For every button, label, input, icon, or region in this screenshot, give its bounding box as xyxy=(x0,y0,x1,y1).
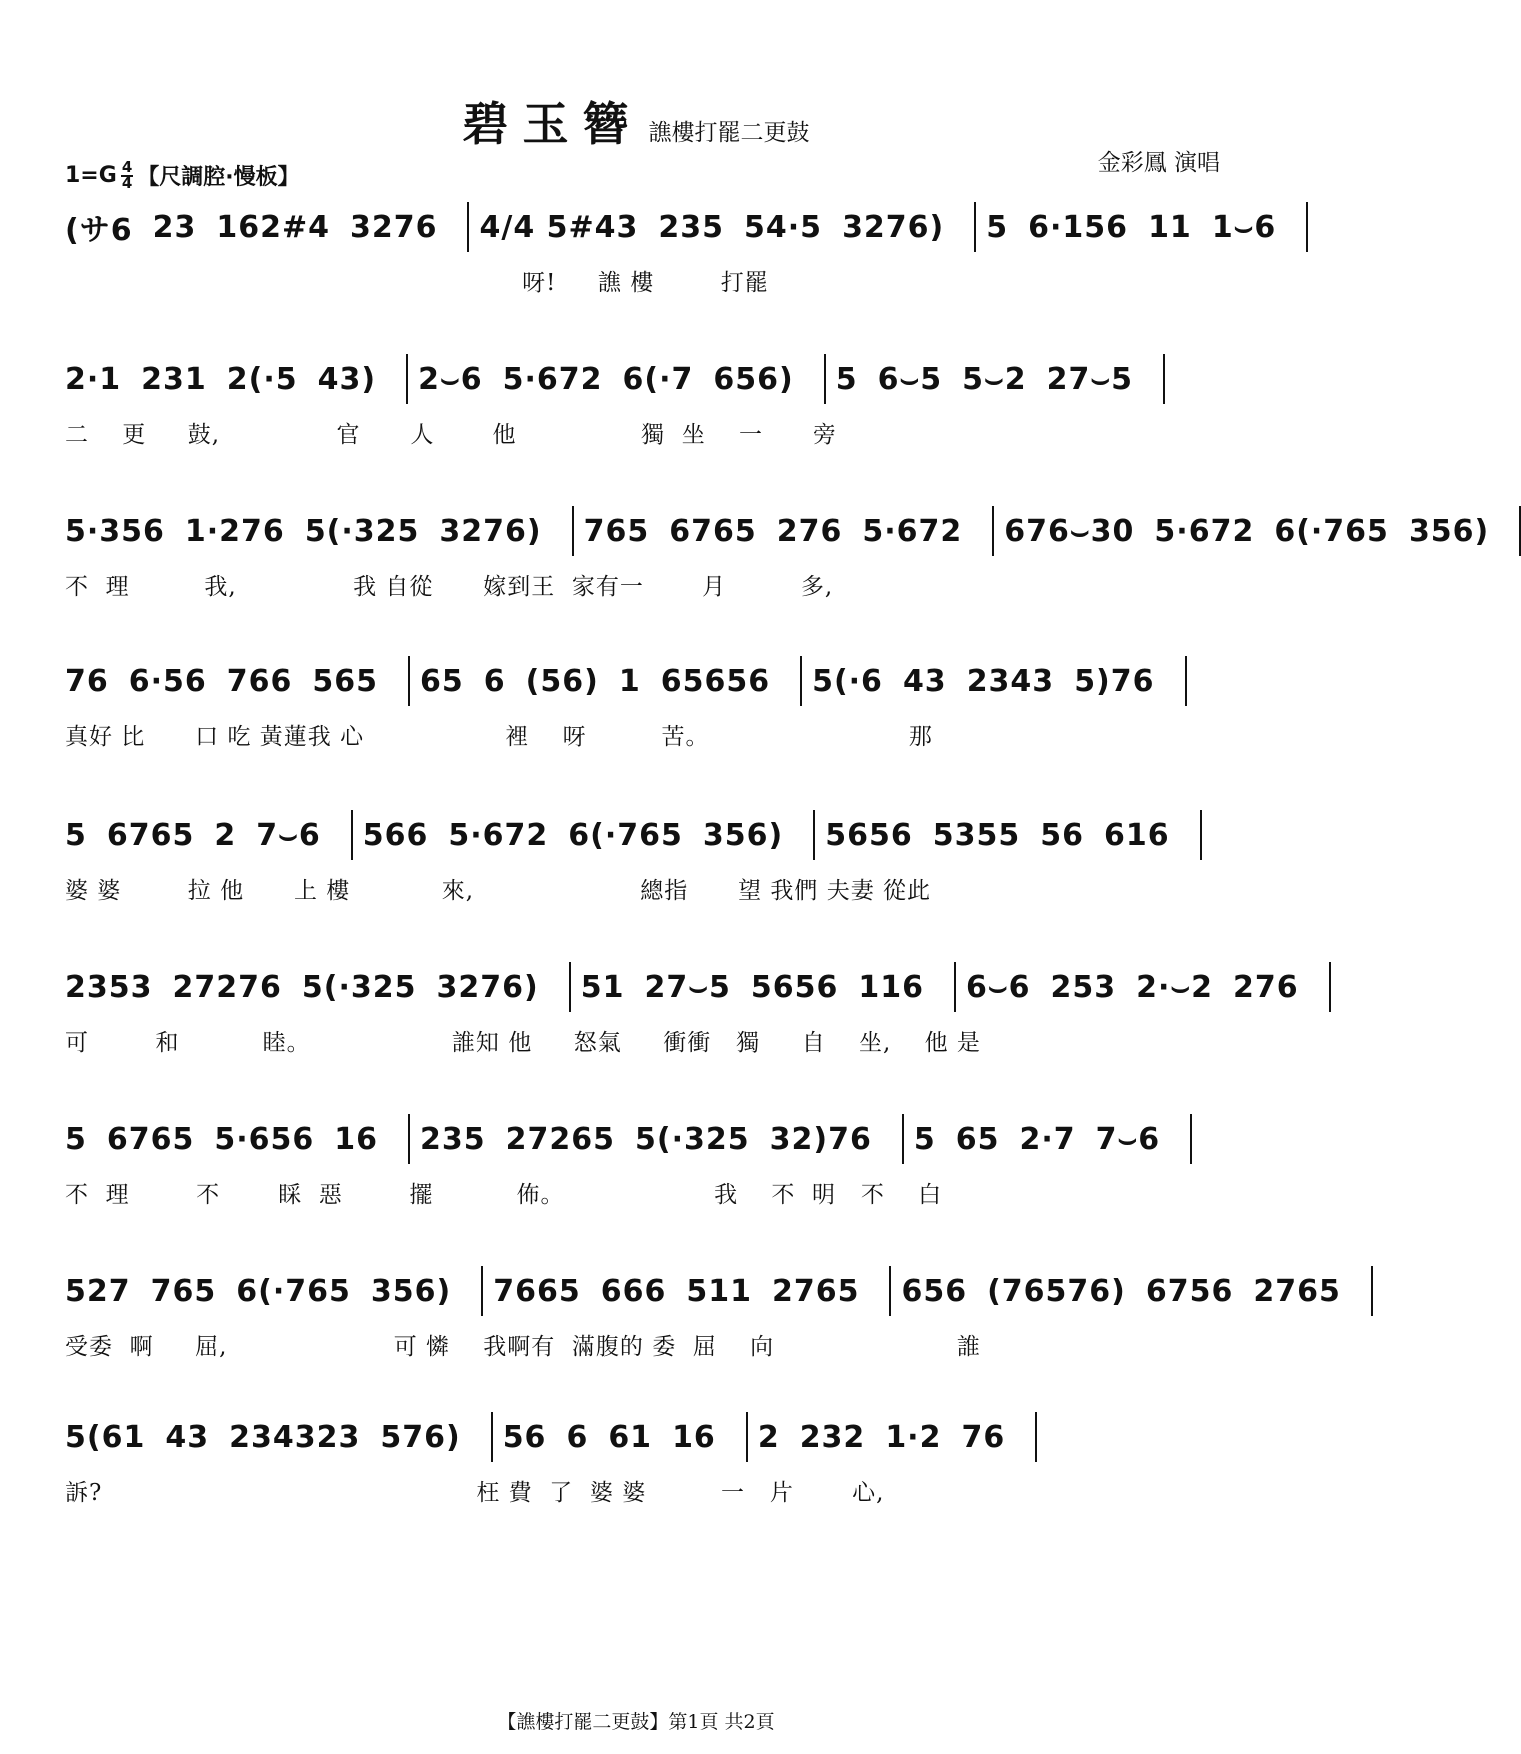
note-group: 2⌣6 xyxy=(418,361,483,397)
note-group: 16 xyxy=(334,1121,379,1157)
note-group: 666 xyxy=(600,1273,667,1309)
note-group: 676⌣30 xyxy=(1004,513,1135,549)
note-group: 5·672 xyxy=(502,361,603,397)
note-group: 5 xyxy=(835,361,858,397)
note-group: 6·56 xyxy=(128,663,207,699)
note-group: 61 xyxy=(608,1419,653,1455)
bar-line xyxy=(889,1266,891,1316)
note-group: 511 xyxy=(686,1273,752,1309)
note-group: 4/4 5#43 xyxy=(479,209,639,245)
note-group: 6 xyxy=(566,1419,589,1455)
bar-line xyxy=(1306,202,1308,252)
score-system xyxy=(65,1244,1341,1376)
bar-line xyxy=(569,962,571,1012)
bar-line xyxy=(491,1412,493,1462)
note-group: 2 xyxy=(214,817,237,853)
note-group: 3276) xyxy=(842,209,945,245)
note-group: 1·2 xyxy=(885,1419,942,1455)
note-group: 7⌣6 xyxy=(1095,1121,1161,1157)
bar-line xyxy=(974,202,976,252)
score-system xyxy=(65,484,1490,616)
note-group: 6(·765 xyxy=(1274,513,1389,549)
note-group: 2·7 xyxy=(1019,1121,1076,1157)
note-group: 2·1 xyxy=(65,361,122,397)
bar-line xyxy=(467,202,469,252)
note-group: 65656 xyxy=(660,663,771,699)
lyric-line: 不 理 不 睬 惡 擺 佈。 我 不 明 不 白 xyxy=(65,1182,943,1208)
note-group: 235 xyxy=(420,1121,486,1157)
note-group: 6756 xyxy=(1145,1273,1234,1309)
note-group: 43 xyxy=(165,1419,210,1455)
note-group: 6·156 xyxy=(1028,209,1129,245)
note-group: 43 xyxy=(902,663,947,699)
bar-line xyxy=(1190,1114,1192,1164)
score-system xyxy=(65,788,1207,920)
song-subtitle: 譙樓打罷二更鼓 xyxy=(648,120,810,146)
performer-credit: 金彩鳳 演唱 xyxy=(1097,150,1220,176)
bar-line xyxy=(406,354,408,404)
score-system xyxy=(65,940,1299,1072)
note-group: (56) xyxy=(525,663,599,699)
bar-line xyxy=(572,506,574,556)
bar-line xyxy=(408,656,410,706)
bar-line xyxy=(992,506,994,556)
notation-line xyxy=(65,962,1299,1012)
note-group: 2765 xyxy=(771,1273,860,1309)
bar-line xyxy=(746,1412,748,1462)
note-group: 5656 xyxy=(750,969,839,1005)
note-group: 27265 xyxy=(505,1121,616,1157)
bar-line xyxy=(1371,1266,1373,1316)
note-group: 356) xyxy=(702,817,784,853)
note-group: 2 xyxy=(757,1419,780,1455)
note-group: 6⌣5 xyxy=(877,361,943,397)
bar-line xyxy=(1329,962,1331,1012)
notation-line xyxy=(65,354,1207,404)
note-group: 6765 xyxy=(106,817,195,853)
note-group: 116 xyxy=(858,969,924,1005)
lyric-line: 訴? 枉 費 了 婆 婆 一 片 心, xyxy=(65,1480,885,1506)
note-group: 5(·325 xyxy=(304,513,420,549)
notation-line xyxy=(65,1266,1341,1316)
note-group: 276 xyxy=(1232,969,1299,1005)
note-group: 1 xyxy=(618,663,641,699)
note-group: 5·672 xyxy=(862,513,963,549)
note-group: 2343 xyxy=(966,663,1055,699)
note-group: 5·656 xyxy=(214,1121,315,1157)
bar-line xyxy=(1163,354,1165,404)
note-group: 1·276 xyxy=(184,513,285,549)
bar-line xyxy=(800,656,802,706)
bar-line xyxy=(824,354,826,404)
lyric-line: 不 理 我, 我 自從 嫁到王 家有一 月 多, xyxy=(65,574,834,600)
lyric-line: 二 更 鼓, 官 人 他 獨 坐 一 旁 xyxy=(65,422,837,448)
note-group: 27⌣5 xyxy=(644,969,731,1005)
note-group: 6765 xyxy=(669,513,757,549)
note-group: 565 xyxy=(312,663,379,699)
note-group: 765 xyxy=(150,1273,217,1309)
note-group: 65 xyxy=(420,663,464,699)
note-group: 56 xyxy=(1040,817,1084,853)
note-group: 5)76 xyxy=(1074,663,1155,699)
note-group: 5 xyxy=(913,1121,936,1157)
note-group: 3276) xyxy=(439,513,542,549)
bar-line xyxy=(1035,1412,1037,1462)
score-system xyxy=(65,180,1277,312)
note-group: 2765 xyxy=(1253,1273,1341,1309)
notation-line xyxy=(65,810,1207,860)
time-signature-denominator: 4 xyxy=(121,173,133,192)
lyric-line: 婆 婆 拉 他 上 樓 來, 總指 望 我們 夫妻 從此 xyxy=(65,878,932,904)
note-group: 5656 xyxy=(825,817,913,853)
note-group: 3276 xyxy=(349,209,438,245)
note-group: 232 xyxy=(799,1419,866,1455)
note-group: 11 xyxy=(1148,209,1192,245)
note-group: 27276 xyxy=(172,969,282,1005)
note-group: 56 xyxy=(502,1419,547,1455)
note-group: 16 xyxy=(672,1419,716,1455)
note-group: 656 xyxy=(901,1273,968,1309)
bar-line xyxy=(408,1114,410,1164)
note-group: 5·356 xyxy=(65,513,165,549)
note-group: 576) xyxy=(380,1419,461,1455)
note-group: 6(·765 xyxy=(568,817,683,853)
note-group: 527 xyxy=(65,1273,131,1309)
bar-line xyxy=(1200,810,1202,860)
note-group: 5(·6 xyxy=(812,663,883,699)
note-group: 235 xyxy=(658,209,725,245)
notation-line xyxy=(65,506,1490,556)
note-group: 2·⌣2 xyxy=(1136,969,1213,1005)
note-group: (76576) xyxy=(987,1273,1126,1309)
note-group: 5 xyxy=(65,1121,87,1157)
note-group: 27⌣5 xyxy=(1046,361,1133,397)
bar-line xyxy=(813,810,815,860)
note-group: 5·672 xyxy=(448,817,549,853)
note-group: 54·5 xyxy=(744,209,823,245)
note-group: 65 xyxy=(955,1121,1000,1157)
note-group: 6 xyxy=(483,663,506,699)
score-system xyxy=(65,634,1207,766)
notation-line xyxy=(65,656,1207,706)
note-group: 43) xyxy=(317,361,377,397)
bar-line xyxy=(481,1266,483,1316)
note-group: 234323 xyxy=(229,1419,361,1455)
note-group: 23 xyxy=(152,209,197,245)
note-group: 356) xyxy=(1408,513,1490,549)
notation-line xyxy=(65,1412,1207,1462)
note-group: 5(·325 xyxy=(635,1121,750,1157)
score-system xyxy=(65,1092,1207,1224)
score-system xyxy=(65,332,1207,464)
notation-line xyxy=(65,1114,1207,1164)
note-group: 231 xyxy=(141,361,207,397)
note-group: 2353 xyxy=(65,969,153,1005)
time-signature-numerator: 4 xyxy=(121,157,133,176)
note-group: 616 xyxy=(1103,817,1170,853)
note-group: 3276) xyxy=(436,969,539,1005)
note-group: 7665 xyxy=(493,1273,581,1309)
note-group: 162#4 xyxy=(216,209,330,245)
note-group: 5⌣2 xyxy=(962,361,1027,397)
lyric-line: 受委 啊 屈, 可 憐 我啊有 滿腹的 委 屈 向 誰 xyxy=(65,1334,981,1360)
song-title: 碧玉簪 xyxy=(462,97,643,151)
note-group: 356) xyxy=(370,1273,452,1309)
note-group: 5·672 xyxy=(1154,513,1255,549)
note-group: 253 xyxy=(1050,969,1117,1005)
score-system xyxy=(65,1390,1207,1522)
note-group: 765 xyxy=(583,513,650,549)
note-group: 6(·765 xyxy=(236,1273,351,1309)
note-group: 5(·325 xyxy=(301,969,417,1005)
note-group: 566 xyxy=(362,817,429,853)
note-group: 51 xyxy=(580,969,625,1005)
bar-line xyxy=(1185,656,1187,706)
note-group: 32)76 xyxy=(769,1121,872,1157)
note-group: 76 xyxy=(961,1419,1006,1455)
page-footer: 【譙樓打罷二更鼓】第1頁 共2頁 xyxy=(497,1711,775,1733)
note-group: 656) xyxy=(713,361,794,397)
bar-line xyxy=(902,1114,904,1164)
note-group: 2(·5 xyxy=(226,361,298,397)
note-group: 1⌣6 xyxy=(1211,209,1277,245)
bar-line xyxy=(954,962,956,1012)
note-group: 766 xyxy=(226,663,293,699)
note-group: (サ6 xyxy=(65,213,133,248)
note-group: 7⌣6 xyxy=(256,817,321,853)
title-block xyxy=(0,88,1272,154)
lyric-line: 可 和 睦。 誰知 他 怒氣 衝衝 獨 自 坐, 他 是 xyxy=(65,1030,981,1056)
lyric-line: 真好 比 口 吃 黃蓮我 心 裡 呀 苦。 那 xyxy=(65,724,933,750)
tempo-style: 【尺調腔·慢板】 xyxy=(137,165,300,190)
note-group: 5(61 xyxy=(65,1419,146,1455)
bar-line xyxy=(351,810,353,860)
note-group: 6(·7 xyxy=(622,361,694,397)
key-signature: 1=G xyxy=(65,163,117,188)
notation-line xyxy=(65,202,1277,252)
lyric-line: 呀! 譙 樓 打罷 xyxy=(65,270,769,296)
note-group: 6⌣6 xyxy=(965,969,1031,1005)
note-group: 5 xyxy=(986,209,1009,245)
note-group: 276 xyxy=(776,513,843,549)
note-group: 76 xyxy=(65,663,109,699)
note-group: 6765 xyxy=(106,1121,195,1157)
note-group: 5355 xyxy=(932,817,1021,853)
note-group: 5 xyxy=(65,817,87,853)
